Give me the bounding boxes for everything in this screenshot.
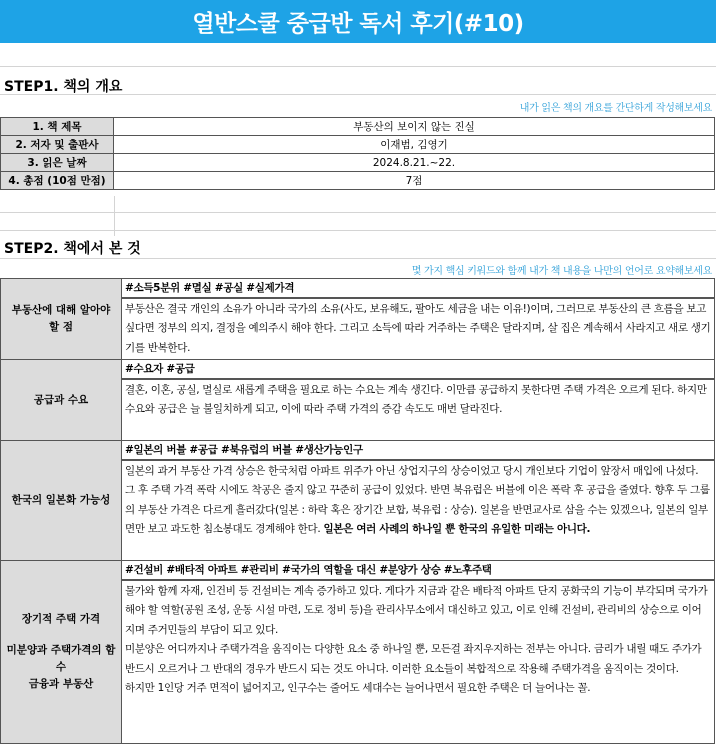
section-row <box>1 279 715 299</box>
section-body-cell[interactable] <box>122 581 715 744</box>
section-keywords-cell[interactable] <box>122 279 715 299</box>
step2-hint: 몇 가지 핵심 키워드와 함께 내가 책 내용을 나만의 언어로 요약해보세요 <box>411 266 712 277</box>
section-keywords: #건설비 #배타적 아파트 #관리비 #국가의 역할을 대신 #분양가 상승 #노후주택 <box>122 561 714 580</box>
book-info-table <box>0 117 715 190</box>
section-keywords: #수요자 #공급 <box>122 360 714 379</box>
info-value[interactable]: 7점 <box>114 172 715 190</box>
section-keywords: #일본의 버블 #공급 #북유럽의 버블 #생산가능인구 <box>122 441 714 460</box>
section-row <box>1 360 715 380</box>
section-label: 공급과 수요 <box>1 360 122 441</box>
page-title: 열반스쿨 중급반 독서 후기(#10) <box>0 0 716 43</box>
info-row-author <box>1 136 715 154</box>
section-text: 물가와 함께 자재, 인건비 등 건설비는 계속 증가하고 있다. 게다가 지금과 같은 배타적 아파트 단지 공화국의 기능이 부각되며 국가가 해야 할 역할(공원 조성, 운동 시설 마련, 도로 정비 등)을 관리사무소에서 대신하고 있고, 이로 인해 건설비, 관리비의 상승으로 이어지며 주거민들의 부담이 되고 있다. <box>125 585 708 636</box>
section-label: 미분양과 주택가격의 함수 <box>6 644 116 673</box>
info-row-title <box>1 118 715 136</box>
info-value[interactable]: 2024.8.21.~22. <box>114 154 715 172</box>
info-row-date <box>1 154 715 172</box>
section-text: 미분양은 어디까지나 주택가격을 움직이는 다양한 요소 중 하나일 뿐, 모든걸 좌지우지하는 전부는 아니다. 금리가 내릴 때도 주가가 반드시 오르거나 그 반대의 경우가 반드시 되는 것도 아니다. 이러한 요소들이 복합적으로 작용해 주택가격을 움직이는 것이다. <box>125 643 702 675</box>
section-text: 일본의 과거 부동산 가격 상승은 한국처럼 아파트 위주가 아닌 상업지구의 상승이었고 당시 개인보다 기업이 앞장서 매입에 나섰다. 그 후 주택 가격 폭락 시에도 착공은 줄지 않고 꾸준히 공급이 있었다. 반면 북유럽은 버블에 이은 폭락 후 공급을 줄였다. 향후 두 그룹의 부동산 가격은 다르게 흘러갔다(일본 : 하락 혹은 장기간 보합, 북유럽 : 상승). 일본을 반면교사로 삼을 수는 있겠으나, 일본의 일부 면만 보고 과도한 침소봉대도 경계해야 한다. <box>125 465 710 536</box>
step2-heading: STEP2. 책에서 본 것 <box>4 241 141 257</box>
section-bold-text: 일본은 여러 사례의 하나일 뿐 한국의 유일한 미래는 아니다. <box>323 523 591 536</box>
info-label: 3. 읽은 날짜 <box>1 154 114 172</box>
section-label: 장기적 주택 가격 <box>21 613 101 625</box>
section-text: 하지만 1인당 거주 면적이 넓어지고, 인구수는 줄어도 세대수는 늘어나면서 필요한 주택은 더 늘어나는 꼴. <box>125 682 591 695</box>
section-text: 결혼, 이혼, 공실, 멸실로 새롭게 주택을 필요로 하는 수요는 계속 생긴다. 이만큼 공급하지 못한다면 주택 가격은 오르게 된다. 하지만 수요와 공급은 늘 불일치하게 되고, 이에 따라 주택 가격의 증감 속도도 매번 달라진다. <box>125 384 707 416</box>
section-label: 한국의 일본화 가능성 <box>1 441 122 561</box>
section-row <box>1 561 715 581</box>
section-keywords: #소득5분위 #멸실 #공실 #실제가격 <box>122 279 714 298</box>
info-label: 2. 저자 및 출판사 <box>1 136 114 154</box>
gridline <box>114 196 115 236</box>
section-label: 금융과 부동산 <box>28 678 94 690</box>
section-text: 부동산은 결국 개인의 소유가 아니라 국가의 소유(사도, 보유해도, 팔아도 세금을 내는 이유!)이며, 그러므로 부동산의 큰 흐름을 보고 싶다면 정부의 의지, 결정을 예의주시 해야 한다. 그리고 소득에 따라 거주하는 주택은 달라지며, 살 집은 계속해서 사라지고 새로 생기기를 반복한다. <box>125 303 711 354</box>
section-keywords-cell[interactable] <box>122 360 715 380</box>
info-label: 1. 책 제목 <box>1 118 114 136</box>
section-label: 부동산에 대해 알아야 할 점 <box>1 279 122 360</box>
section-body-cell[interactable] <box>122 461 715 561</box>
gridline <box>0 66 716 67</box>
info-row-score <box>1 172 715 190</box>
info-value[interactable]: 부동산의 보이지 않는 진실 <box>114 118 715 136</box>
info-value[interactable]: 이재범, 김영기 <box>114 136 715 154</box>
section-row <box>1 441 715 461</box>
section-body-cell[interactable] <box>122 299 715 360</box>
gridline <box>0 230 716 231</box>
step1-heading: STEP1. 책의 개요 <box>4 79 123 95</box>
summary-table <box>0 278 715 744</box>
section-body-cell[interactable] <box>122 380 715 441</box>
step1-hint: 내가 읽은 책의 개요를 간단하게 작성해보세요 <box>519 103 712 114</box>
info-label: 4. 총점 (10점 만점) <box>1 172 114 190</box>
section-label-group <box>1 561 122 744</box>
section-keywords-cell[interactable] <box>122 561 715 581</box>
gridline <box>0 258 716 259</box>
section-keywords-cell[interactable] <box>122 441 715 461</box>
gridline <box>0 212 716 213</box>
